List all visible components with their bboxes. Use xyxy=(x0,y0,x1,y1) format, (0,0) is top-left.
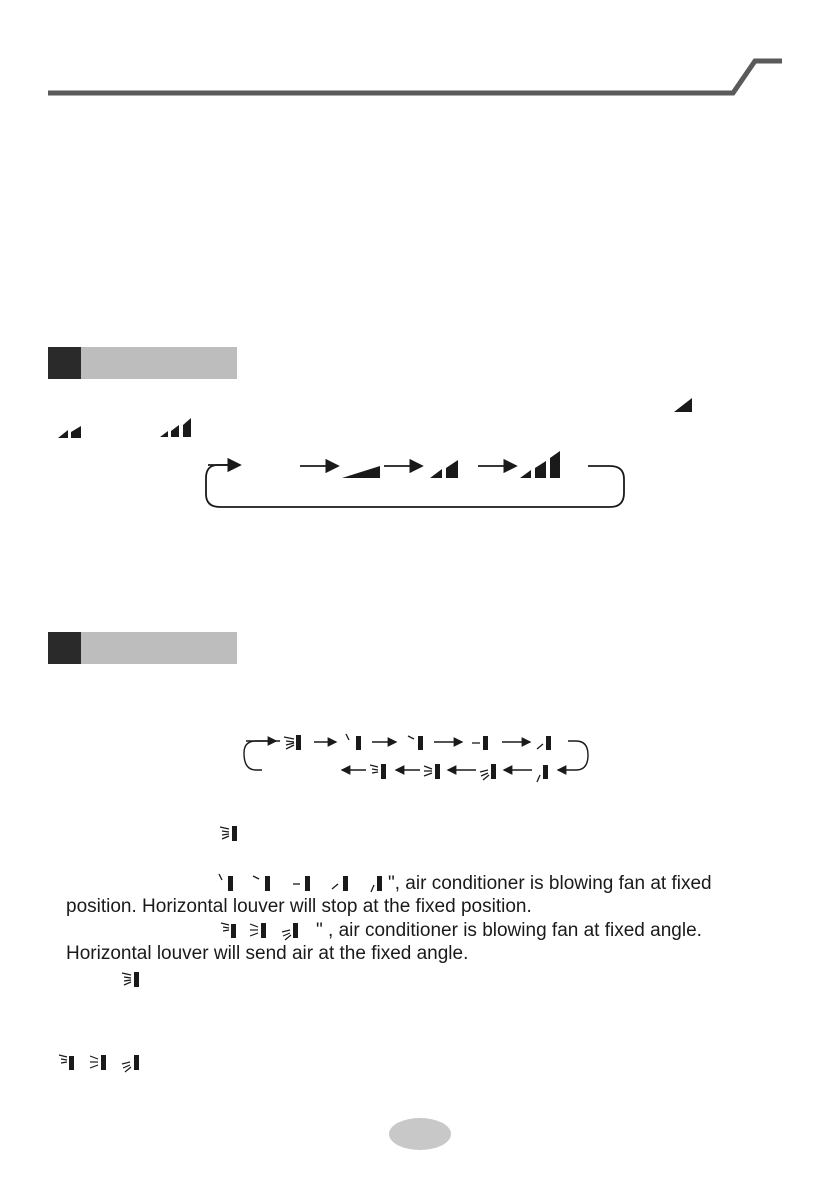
louver-pos-5-icon xyxy=(537,765,548,782)
swing-down-icon xyxy=(370,764,386,779)
louver-pos-2-icon xyxy=(408,736,423,750)
fan-speed-low-icon xyxy=(674,396,694,412)
louver-pos-3-icon xyxy=(472,736,488,750)
swing-angle-icons-bottom xyxy=(56,1052,166,1074)
swing-section-marker xyxy=(48,632,81,664)
fan-speed-section-bar xyxy=(81,347,237,379)
swing-lower-icon xyxy=(480,764,496,780)
fixed-position-icons xyxy=(218,872,393,894)
fan-speed-cycle-diagram xyxy=(200,448,640,518)
swing-mid-icon xyxy=(424,764,440,779)
fan-speed-section-marker xyxy=(48,347,81,379)
fixed-position-text: ", air conditioner is blowing fan at fixed xyxy=(388,873,712,894)
louver-pos-4-icon xyxy=(537,736,551,750)
header-rule xyxy=(0,0,840,110)
swing-all-inline-icon xyxy=(220,824,242,844)
swing-all-icon xyxy=(284,735,301,750)
page-number-badge xyxy=(389,1118,451,1150)
swing-cycle-diagram xyxy=(240,728,600,788)
fixed-angle-text-line2: Horizontal louver will send air at the fixed angle. xyxy=(66,943,469,964)
fan-speed-medium-icon xyxy=(58,420,88,440)
fixed-angle-icons xyxy=(218,920,318,942)
louver-pos-1-icon xyxy=(346,734,361,750)
swing-all-inline-icon-2 xyxy=(122,970,144,990)
fixed-angle-text: " , air conditioner is blowing fan at fixed angle. xyxy=(316,920,702,941)
fan-speed-high-icon xyxy=(160,416,200,438)
fixed-position-text-line2: position. Horizontal louver will stop at the fixed position. xyxy=(66,896,532,917)
swing-section-bar xyxy=(81,632,237,664)
